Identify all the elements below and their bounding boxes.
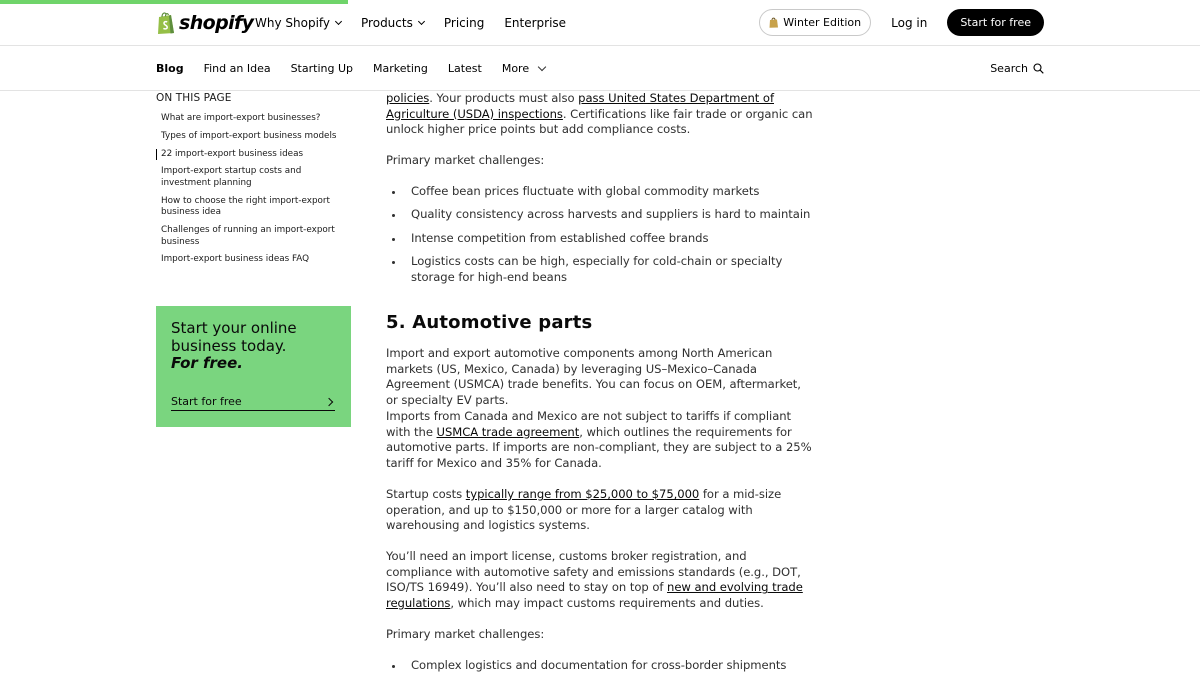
list-item: Logistics costs can be high, especially for cold-chain or specialty storage for high-end beans xyxy=(386,254,816,285)
chevron-down-icon xyxy=(418,18,425,25)
chevron-down-icon xyxy=(538,62,546,70)
winter-edition-button[interactable] xyxy=(759,9,871,36)
chevron-right-icon xyxy=(325,398,333,406)
search-label: Search xyxy=(990,61,1028,75)
subnav-marketing[interactable]: Marketing xyxy=(373,61,428,75)
usda-inspections-link[interactable]: pass United States Department of Agriculture (USDA) inspections xyxy=(386,91,774,121)
coffee-challenges-list xyxy=(386,184,816,286)
startup-costs-link[interactable]: typically range from $25,000 to $75,000 xyxy=(465,487,700,501)
login-link[interactable]: Log in xyxy=(891,15,928,30)
start-for-free-button[interactable]: Start for free xyxy=(947,9,1044,36)
paragraph-text: Startup costs xyxy=(386,487,466,501)
toc-item[interactable]: Import-export startup costs and investment planning xyxy=(161,166,302,188)
policies-link[interactable]: policies xyxy=(386,91,430,105)
subnav-blog[interactable]: Blog xyxy=(156,61,184,75)
logo-wordmark: shopify xyxy=(179,12,254,34)
winter-edition-label: Winter Edition xyxy=(783,16,862,29)
promo-line-1: Start your online xyxy=(171,319,297,337)
subnav-find-an-idea[interactable]: Find an Idea xyxy=(203,61,271,75)
nav-products[interactable] xyxy=(361,16,424,30)
toc-item[interactable]: What are import-export businesses? xyxy=(161,113,321,123)
search-button[interactable] xyxy=(990,46,1044,90)
compliance-paragraph xyxy=(386,549,816,612)
blog-nav-links xyxy=(156,46,545,90)
paragraph-text: . Certifications like fair trade or organic can unlock higher price points but add compliance costs. xyxy=(386,106,813,137)
start-business-promo xyxy=(156,306,351,427)
top-navigation xyxy=(0,4,1200,46)
list-item: Coffee bean prices fluctuate with global commodity markets xyxy=(386,184,816,200)
table-of-contents xyxy=(156,113,351,266)
promo-line-3: For free. xyxy=(171,354,243,372)
blog-navigation xyxy=(0,46,1200,91)
toc-item[interactable]: Types of import-export business models xyxy=(161,130,337,141)
nav-why-shopify-label: Why Shopify xyxy=(255,16,331,30)
primary-nav xyxy=(255,4,566,42)
on-this-page-title: ON THIS PAGE xyxy=(156,92,232,104)
topnav-actions xyxy=(759,9,1044,36)
nav-enterprise[interactable] xyxy=(504,16,566,30)
paragraph-text: , which may impact customs requirements and duties. xyxy=(450,596,764,611)
nav-enterprise-label: Enterprise xyxy=(504,16,567,30)
shopify-logo[interactable] xyxy=(156,11,253,35)
table-of-contents-sidebar xyxy=(156,91,351,272)
nav-pricing-label: Pricing xyxy=(443,16,485,30)
paragraph-text: . Your products must also xyxy=(429,91,579,105)
automotive-intro-paragraph: Import and export automotive components among North American markets (US, Mexico, Canada) by leveraging US–Mexico–Canada Agreement (USMCA) trade benefits. You can focus on OEM, aftermarket, or specialty EV parts. xyxy=(386,346,801,408)
toc-item[interactable]: Challenges of running an import-export business xyxy=(161,225,335,247)
trade-regulations-link[interactable]: new and evolving trade regulations xyxy=(386,580,803,611)
intro-paragraph xyxy=(386,91,816,138)
toc-item[interactable]: Import-export business ideas FAQ xyxy=(161,254,310,265)
subnav-latest[interactable]: Latest xyxy=(447,61,482,75)
paragraph-text: for a mid-size operation, and up to $150,000 or more for a larger catalog with warehousing and logistics systems. xyxy=(386,487,782,533)
usmca-trade-agreement-link[interactable]: USMCA trade agreement xyxy=(436,424,580,439)
toc-item-active[interactable]: 22 import-export business ideas xyxy=(156,149,351,161)
nav-why-shopify[interactable] xyxy=(255,16,341,30)
challenges-label: Primary market challenges: xyxy=(386,153,545,167)
search-icon xyxy=(1033,63,1044,74)
list-item: Intense competition from established coffee brands xyxy=(386,231,816,247)
nav-pricing[interactable] xyxy=(444,16,484,30)
challenges-label: Primary market challenges: xyxy=(386,627,545,641)
subnav-starting-up[interactable]: Starting Up xyxy=(290,61,353,75)
promo-start-link[interactable] xyxy=(171,395,335,411)
automotive-challenges-list xyxy=(386,658,816,674)
section-heading: 5. Automotive parts xyxy=(386,312,593,333)
shopify-bag-icon xyxy=(156,11,176,35)
shopping-bag-icon xyxy=(769,17,779,28)
tariff-paragraph xyxy=(386,409,816,472)
startup-costs-paragraph xyxy=(386,487,816,534)
list-item: Complex logistics and documentation for cross-border shipments xyxy=(386,658,816,674)
paragraph-text: You’ll need an import license, customs broker registration, and compliance with automotive safety and emissions standards (e.g., DOT, ISO/TS 16949). You’ll also need to stay on top of xyxy=(386,549,801,595)
toc-item[interactable]: How to choose the right import-export business idea xyxy=(161,195,330,218)
paragraph-text: Imports from Canada and Mexico are not subject to tariffs if compliant with the xyxy=(386,409,792,439)
promo-cta-label: Start for free xyxy=(171,395,242,408)
promo-line-2: business today. xyxy=(171,336,287,355)
subnav-more[interactable] xyxy=(502,62,545,75)
chevron-down-icon xyxy=(335,18,342,25)
paragraph-text: , which outlines the requirements for automotive parts. If imports are non-compliant, they are subject to a 25% tariff for Mexico and 35% for Canada. xyxy=(386,424,812,471)
subnav-more-label: More xyxy=(501,61,530,75)
list-item: Quality consistency across harvests and suppliers is hard to maintain xyxy=(386,207,816,223)
nav-products-label: Products xyxy=(361,16,413,30)
